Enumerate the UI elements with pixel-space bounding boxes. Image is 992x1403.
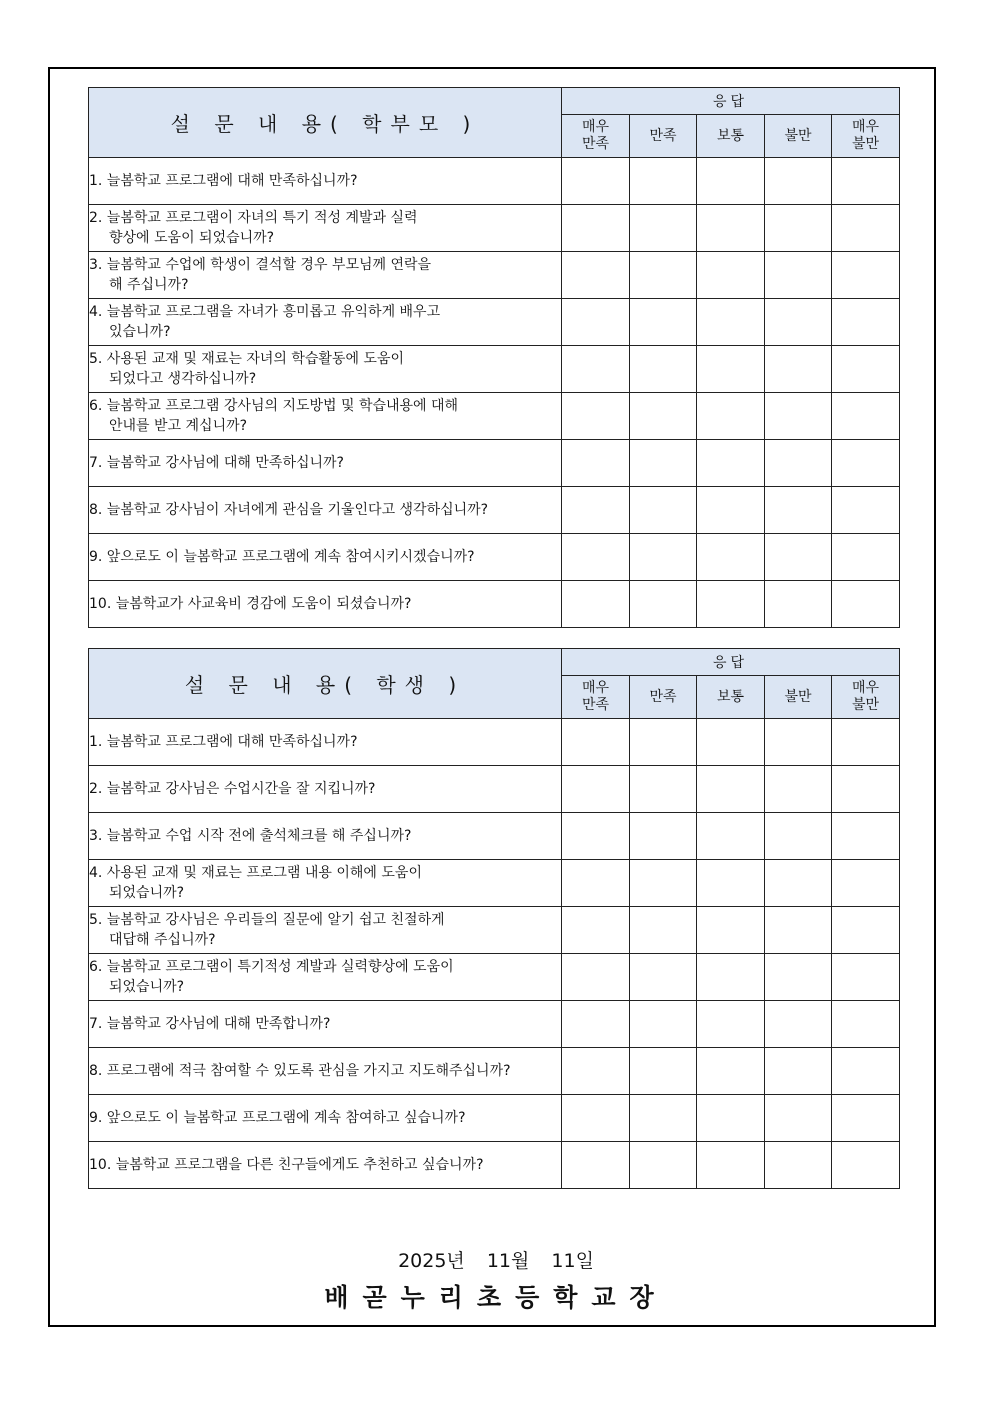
- answer-cell[interactable]: [765, 299, 832, 346]
- question-line: 5. 늘봄학교 강사님은 우리들의 질문에 알기 쉽고 친절하게: [89, 912, 445, 928]
- answer-cell[interactable]: [562, 813, 630, 860]
- answer-cell[interactable]: [832, 581, 900, 628]
- answer-cell[interactable]: [562, 299, 630, 346]
- question-row: [89, 1095, 900, 1142]
- answer-cell[interactable]: [562, 1048, 630, 1095]
- question-line: 10. 늘봄학교 프로그램을 다른 친구들에게도 추천하고 싶습니까?: [89, 1157, 484, 1173]
- response-option-header: 만족: [630, 115, 697, 158]
- question-line-continued: 있습니까?: [109, 324, 171, 340]
- question-line: 10. 늘봄학교가 사교육비 경감에 도움이 되셨습니까?: [89, 596, 412, 612]
- answer-cell[interactable]: [832, 813, 900, 860]
- answer-cell[interactable]: [765, 205, 832, 252]
- question-row: [89, 813, 900, 860]
- answer-cell[interactable]: [630, 158, 697, 205]
- answer-cell[interactable]: [630, 1001, 697, 1048]
- answer-cell[interactable]: [697, 158, 765, 205]
- answer-cell[interactable]: [697, 252, 765, 299]
- answer-cell[interactable]: [562, 719, 630, 766]
- question-text: [89, 534, 562, 581]
- answer-cell[interactable]: [697, 299, 765, 346]
- question-text: [89, 1048, 562, 1095]
- question-text: [89, 719, 562, 766]
- question-line-continued: 대답해 주십니까?: [109, 932, 216, 948]
- question-text: [89, 954, 562, 1001]
- question-text: [89, 813, 562, 860]
- question-text: [89, 158, 562, 205]
- answer-cell[interactable]: [697, 534, 765, 581]
- answer-cell[interactable]: [697, 205, 765, 252]
- question-line-continued: 해 주십니까?: [109, 277, 189, 293]
- answer-cell[interactable]: [832, 1048, 900, 1095]
- answer-cell[interactable]: [630, 860, 697, 907]
- answer-cell[interactable]: [765, 346, 832, 393]
- answer-cell[interactable]: [562, 1142, 630, 1189]
- answer-cell[interactable]: [562, 346, 630, 393]
- question-text: [89, 907, 562, 954]
- answer-cell[interactable]: [832, 534, 900, 581]
- answer-cell[interactable]: [630, 299, 697, 346]
- answer-cell[interactable]: [697, 766, 765, 813]
- answer-cell[interactable]: [697, 487, 765, 534]
- answer-cell[interactable]: [765, 1095, 832, 1142]
- answer-cell[interactable]: [697, 581, 765, 628]
- question-line: 9. 앞으로도 이 늘봄학교 프로그램에 계속 참여하고 싶습니까?: [89, 1110, 466, 1126]
- answer-cell[interactable]: [832, 1095, 900, 1142]
- answer-cell[interactable]: [562, 440, 630, 487]
- response-option-header: 매우 만족: [562, 676, 630, 719]
- answer-cell[interactable]: [832, 440, 900, 487]
- answer-cell[interactable]: [765, 252, 832, 299]
- answer-cell[interactable]: [562, 487, 630, 534]
- question-row: [89, 860, 900, 907]
- answer-cell[interactable]: [630, 393, 697, 440]
- answer-cell[interactable]: [562, 766, 630, 813]
- question-line-continued: 되었습니까?: [109, 979, 185, 995]
- question-row: [89, 252, 900, 299]
- response-header: 응답: [562, 88, 900, 115]
- response-option-header: 보통: [697, 676, 765, 719]
- question-line: 1. 늘봄학교 프로그램에 대해 만족하십니까?: [89, 173, 358, 189]
- response-option-header: 불만: [765, 676, 832, 719]
- answer-cell[interactable]: [697, 719, 765, 766]
- question-line: 6. 늘봄학교 프로그램 강사님의 지도방법 및 학습내용에 대해: [89, 398, 459, 414]
- question-text: [89, 252, 562, 299]
- question-text: [89, 1001, 562, 1048]
- question-row: [89, 1001, 900, 1048]
- answer-cell[interactable]: [832, 907, 900, 954]
- date-year: 2025년: [398, 1250, 465, 1272]
- answer-cell[interactable]: [832, 954, 900, 1001]
- response-option-header: 보통: [697, 115, 765, 158]
- answer-cell[interactable]: [765, 581, 832, 628]
- question-row: [89, 393, 900, 440]
- answer-cell[interactable]: [562, 393, 630, 440]
- answer-cell[interactable]: [765, 813, 832, 860]
- answer-cell[interactable]: [697, 813, 765, 860]
- answer-cell[interactable]: [630, 581, 697, 628]
- answer-cell[interactable]: [832, 299, 900, 346]
- question-row: [89, 440, 900, 487]
- answer-cell[interactable]: [630, 1142, 697, 1189]
- survey-title: 설 문 내 용( 학부모 ): [89, 88, 562, 158]
- answer-cell[interactable]: [697, 860, 765, 907]
- answer-cell[interactable]: [630, 954, 697, 1001]
- answer-cell[interactable]: [630, 534, 697, 581]
- answer-cell[interactable]: [697, 954, 765, 1001]
- question-line: 8. 늘봄학교 강사님이 자녀에게 관심을 기울인다고 생각하십니까?: [89, 502, 489, 518]
- answer-cell[interactable]: [562, 907, 630, 954]
- response-option-header: 매우 불만: [832, 115, 900, 158]
- answer-cell[interactable]: [562, 860, 630, 907]
- question-row: [89, 487, 900, 534]
- question-row: [89, 581, 900, 628]
- answer-cell[interactable]: [832, 205, 900, 252]
- answer-cell[interactable]: [630, 440, 697, 487]
- parent-survey-table: [88, 87, 900, 628]
- answer-cell[interactable]: [630, 907, 697, 954]
- question-text: [89, 581, 562, 628]
- question-line-continued: 되었다고 생각하십니까?: [109, 371, 257, 387]
- answer-cell[interactable]: [765, 440, 832, 487]
- answer-cell[interactable]: [562, 158, 630, 205]
- question-text: [89, 299, 562, 346]
- answer-cell[interactable]: [765, 534, 832, 581]
- question-line: 4. 늘봄학교 프로그램을 자녀가 흥미롭고 유익하게 배우고: [89, 304, 441, 320]
- question-line-continued: 향상에 도움이 되었습니까?: [109, 230, 275, 246]
- answer-cell[interactable]: [765, 1142, 832, 1189]
- question-row: [89, 907, 900, 954]
- question-line-continued: 안내를 받고 계십니까?: [109, 418, 248, 434]
- answer-cell[interactable]: [630, 1095, 697, 1142]
- answer-cell[interactable]: [832, 1142, 900, 1189]
- question-text: [89, 205, 562, 252]
- question-line: 2. 늘봄학교 프로그램이 자녀의 특기 적성 계발과 실력: [89, 210, 418, 226]
- question-text: [89, 766, 562, 813]
- question-row: [89, 534, 900, 581]
- answer-cell[interactable]: [765, 860, 832, 907]
- answer-cell[interactable]: [832, 860, 900, 907]
- student-survey-table: [88, 648, 900, 1189]
- answer-cell[interactable]: [562, 534, 630, 581]
- question-line: 8. 프로그램에 적극 참여할 수 있도록 관심을 가지고 지도해주십니까?: [89, 1063, 511, 1079]
- answer-cell[interactable]: [832, 393, 900, 440]
- answer-cell[interactable]: [562, 1095, 630, 1142]
- date-day: 11일: [551, 1250, 594, 1272]
- answer-cell[interactable]: [765, 487, 832, 534]
- answer-cell[interactable]: [765, 1048, 832, 1095]
- answer-cell[interactable]: [832, 487, 900, 534]
- question-text: [89, 860, 562, 907]
- question-row: [89, 719, 900, 766]
- question-row: [89, 954, 900, 1001]
- answer-cell[interactable]: [832, 346, 900, 393]
- question-row: [89, 766, 900, 813]
- question-line: 5. 사용된 교재 및 재료는 자녀의 학습활동에 도움이: [89, 351, 404, 367]
- question-row: [89, 1048, 900, 1095]
- answer-cell[interactable]: [630, 766, 697, 813]
- response-option-header: 불만: [765, 115, 832, 158]
- question-line: 3. 늘봄학교 수업에 학생이 결석할 경우 부모님께 연락을: [89, 257, 432, 273]
- answer-cell[interactable]: [697, 393, 765, 440]
- answer-cell[interactable]: [697, 1001, 765, 1048]
- question-row: [89, 346, 900, 393]
- response-option-header: 매우 만족: [562, 115, 630, 158]
- answer-cell[interactable]: [630, 719, 697, 766]
- date-month: 11월: [486, 1250, 530, 1272]
- response-header: 응답: [562, 649, 900, 676]
- answer-cell[interactable]: [562, 954, 630, 1001]
- question-text: [89, 1142, 562, 1189]
- question-line: 7. 늘봄학교 강사님에 대해 만족하십니까?: [89, 455, 344, 471]
- question-text: [89, 487, 562, 534]
- question-line: 9. 앞으로도 이 늘봄학교 프로그램에 계속 참여시키시겠습니까?: [89, 549, 475, 565]
- answer-cell[interactable]: [630, 252, 697, 299]
- answer-cell[interactable]: [697, 1048, 765, 1095]
- answer-cell[interactable]: [697, 1095, 765, 1142]
- answer-cell[interactable]: [765, 393, 832, 440]
- answer-cell[interactable]: [765, 719, 832, 766]
- answer-cell[interactable]: [630, 813, 697, 860]
- answer-cell[interactable]: [832, 252, 900, 299]
- question-row: [89, 158, 900, 205]
- answer-cell[interactable]: [765, 1001, 832, 1048]
- answer-cell[interactable]: [630, 1048, 697, 1095]
- question-line: 7. 늘봄학교 강사님에 대해 만족합니까?: [89, 1016, 331, 1032]
- question-line: 3. 늘봄학교 수업 시작 전에 출석체크를 해 주십니까?: [89, 828, 412, 844]
- answer-cell[interactable]: [765, 158, 832, 205]
- answer-cell[interactable]: [562, 581, 630, 628]
- answer-cell[interactable]: [765, 907, 832, 954]
- question-text: [89, 1095, 562, 1142]
- answer-cell[interactable]: [562, 1001, 630, 1048]
- answer-cell[interactable]: [832, 766, 900, 813]
- question-line-continued: 되었습니까?: [109, 885, 185, 901]
- answer-cell[interactable]: [697, 1142, 765, 1189]
- answer-cell[interactable]: [697, 907, 765, 954]
- question-text: [89, 440, 562, 487]
- answer-cell[interactable]: [832, 1001, 900, 1048]
- response-option-header: 매우 불만: [832, 676, 900, 719]
- answer-cell[interactable]: [832, 158, 900, 205]
- question-line: 6. 늘봄학교 프로그램이 특기적성 계발과 실력향상에 도움이: [89, 959, 454, 975]
- question-line: 1. 늘봄학교 프로그램에 대해 만족하십니까?: [89, 734, 358, 750]
- question-row: [89, 1142, 900, 1189]
- question-line: 4. 사용된 교재 및 재료는 프로그램 내용 이해에 도움이: [89, 865, 422, 881]
- question-row: [89, 299, 900, 346]
- answer-cell[interactable]: [630, 346, 697, 393]
- answer-cell[interactable]: [832, 719, 900, 766]
- response-option-header: 만족: [630, 676, 697, 719]
- answer-cell[interactable]: [562, 205, 630, 252]
- answer-cell[interactable]: [562, 252, 630, 299]
- answer-cell[interactable]: [630, 487, 697, 534]
- school-principal-signature: 배곧누리초등학교장: [324, 1283, 668, 1312]
- survey-date: [0, 1246, 992, 1273]
- answer-cell[interactable]: [697, 440, 765, 487]
- question-text: [89, 346, 562, 393]
- answer-cell[interactable]: [765, 954, 832, 1001]
- answer-cell[interactable]: [765, 766, 832, 813]
- question-text: [89, 393, 562, 440]
- question-row: [89, 205, 900, 252]
- survey-title: 설 문 내 용( 학생 ): [89, 649, 562, 719]
- answer-cell[interactable]: [630, 205, 697, 252]
- answer-cell[interactable]: [697, 346, 765, 393]
- question-line: 2. 늘봄학교 강사님은 수업시간을 잘 지킵니까?: [89, 781, 376, 797]
